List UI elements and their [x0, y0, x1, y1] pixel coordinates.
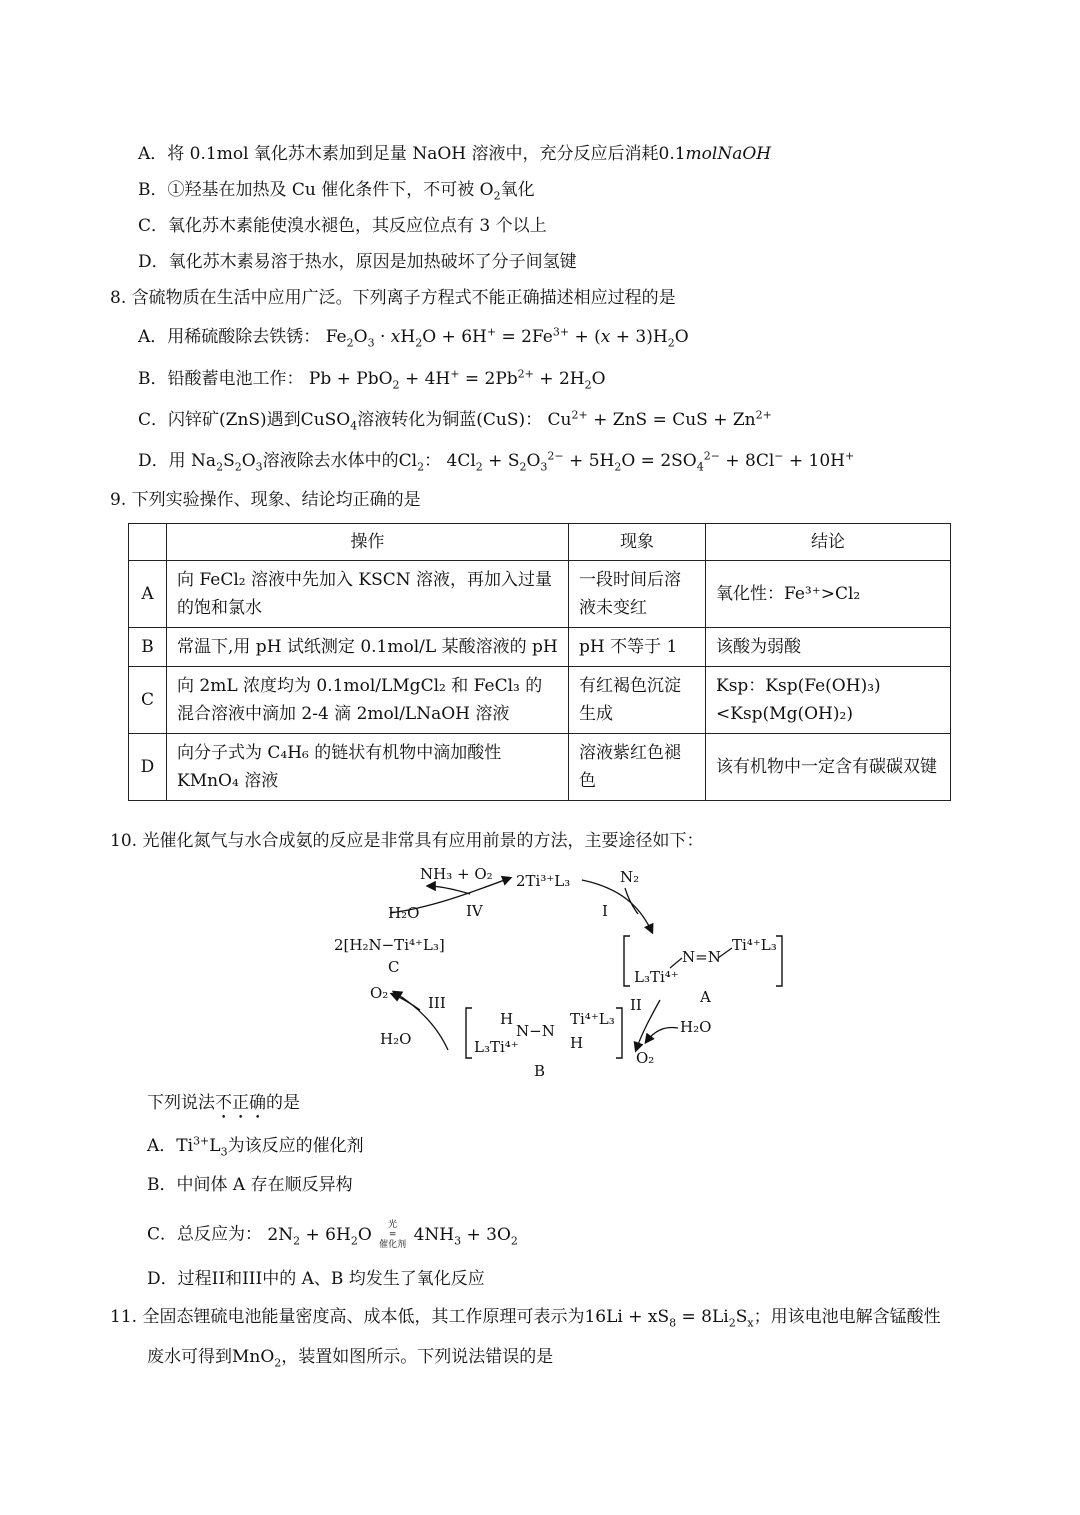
q8-c-equation: $Cu^{2+}$ + ZnS = CuS + $Zn^{2+}$ [547, 408, 772, 430]
label-h2o-iv: H₂O [388, 904, 420, 922]
species-b-h2: H [570, 1034, 584, 1052]
label-catalyst-top: 2Ti³⁺L₃ [516, 872, 571, 890]
q10-stem: 10. 光催化氮气与水合成氨的反应是非常具有应用前景的方法，主要途径如下： [110, 831, 704, 851]
q11-stem-line2: 废水可得到MnO$_2$，装置如图所示。下列说法错误的是 [147, 1347, 554, 1370]
q10-option-b: B．中间体 A 存在顺反异构 [147, 1175, 353, 1195]
q8-stem: 8. 含硫物质在生活中应用广泛。下列离子方程式不能正确描述相应过程的是 [110, 288, 676, 308]
q10-option-c: C．总反应为： $2N_2 + 6H_2O$ 光 = 催化剂 $4NH_3 + 3O_2$ [147, 1220, 518, 1250]
header-key [129, 524, 167, 561]
bond-a-1 [670, 958, 682, 968]
q11-equation: $16Li + xS_8 = 8Li_2S_x$ [584, 1307, 754, 1330]
bracket-a-left [624, 936, 630, 986]
table-row: A 向 FeCl₂ 溶液中先加入 KSCN 溶液，再加入过量的饱和氯水 一段时间后溶液未变红 氧化性：Fe³⁺>Cl₂ [129, 561, 951, 628]
header-conclusion: 结论 [706, 524, 951, 561]
q7-option-b: B．①羟基在加热及 Cu 催化条件下，不可被 $O_2$氧化 [138, 180, 535, 203]
q8-option-d: D．用 $Na_2S_2O_3$溶液除去水体中的$Cl_2$： $4Cl_2 + S_2O_3^{2-} + 5H_2O = 2SO_4^{2-} + 8Cl^- + 10H^+$ [138, 449, 855, 474]
bracket-a-right [776, 936, 782, 986]
label-step-i: I [602, 902, 608, 920]
q8-option-c: C．闪锌矿(ZnS)遇到CuSO$_4$溶液转化为铜蓝(CuS)： $Cu^{2+}$ + ZnS = CuS + $Zn^{2+}$ [138, 408, 772, 433]
label-b: B [534, 1062, 546, 1080]
species-b-ti: Ti⁴⁺L₃ [570, 1010, 615, 1028]
q7-option-c: C．氧化苏木素能使溴水褪色，其反应位点有 3 个以上 [138, 216, 547, 236]
q11-stem-line1: 11. 全固态锂硫电池能量密度高、成本低，其工作原理可表示为$16Li + xS_8 = 8Li_2S_x$；用该电池电解含锰酸性 [110, 1307, 941, 1330]
label-a: A [700, 988, 711, 1006]
arrow-step-i-n2 [625, 888, 638, 914]
label-c: C [388, 958, 400, 976]
header-phenomenon: 现象 [569, 524, 706, 561]
species-a-ti: Ti⁴⁺L₃ [732, 936, 777, 954]
q10-option-a: A．$Ti^{3+}L_3$为该反应的催化剂 [147, 1134, 364, 1159]
arrow-step-i [582, 880, 652, 932]
label-step-iii: III [428, 994, 446, 1012]
q8-option-a: A．用稀硫酸除去铁锈： $Fe_2O_3 \cdot xH_2O + 6H^+ = 2Fe^{3+} + (x + 3)H_2O$ [138, 325, 689, 350]
bracket-b-left [466, 1008, 472, 1058]
species-b-nn: N−N [516, 1022, 555, 1040]
experiment-table [128, 523, 951, 801]
table-row: D 向分子式为 C₄H₆ 的链状有机物中滴加酸性 KMnO₄ 溶液 溶液紫红色褪色 该有机物中一定含有碳碳双键 [129, 734, 951, 801]
species-a-l3ti: L₃Ti⁴⁺ [634, 968, 679, 986]
species-b-h1: H [500, 1010, 514, 1028]
q10-sub-stem: 下列说法不正确的是 [147, 1093, 300, 1113]
arrow-step-ii-h2o [646, 1028, 678, 1042]
bracket-b-right [616, 1008, 622, 1058]
q8-d-equation: $4Cl_2 + S_2O_3^{2-} + 5H_2O = 2SO_4^{2-} + 8Cl^- + 10H^+$ [446, 449, 855, 474]
q7-option-a: A．将 0.1mol 氧化苏木素加到足量 NaOH 溶液中，充分反应后消耗0.1molNaOH [138, 144, 772, 164]
label-n2: N₂ [620, 868, 640, 886]
reaction-condition: 光 = 催化剂 [379, 1220, 407, 1250]
q7-option-d: D．氧化苏木素易溶于热水，原因是加热破坏了分子间氢键 [138, 252, 577, 272]
label-h2o-ii: H₂O [680, 1018, 712, 1036]
species-b-l3ti: L₃Ti⁴⁺ [474, 1038, 519, 1056]
label-h2o-iii: H₂O [380, 1030, 412, 1048]
table-row: C 向 2mL 浓度均为 0.1mol/LMgCl₂ 和 FeCl₃ 的混合溶液中滴加 2-4 滴 2mol/LNaOH 溶液 有红褐色沉淀生成 Ksp：Ksp(Fe(OH)₃)<Ksp(Mg(OH)₂) [129, 667, 951, 734]
arrow-step-iv-product [428, 886, 470, 894]
table-header-row [129, 524, 951, 561]
label-o2-ii: O₂ [636, 1049, 655, 1067]
arrow-step-iii-o2 [392, 994, 420, 1010]
header-operation: 操作 [167, 524, 569, 561]
q10-c-equation: $2N_2 + 6H_2O$ 光 = 催化剂 $4NH_3 + 3O_2$ [267, 1220, 518, 1250]
table-row: B 常温下,用 pH 试纸测定 0.1mol/L 某酸溶液的 pH pH 不等于 1 该酸为弱酸 [129, 628, 951, 667]
label-step-iv: IV [466, 902, 483, 920]
species-c: 2[H₂N−Ti⁴⁺L₃] [334, 936, 445, 954]
label-step-ii: II [630, 996, 642, 1014]
label-o2-iii: O₂ [370, 984, 389, 1002]
q10-option-d: D．过程II和III中的 A、B 均发生了氧化反应 [147, 1269, 485, 1289]
q8-a-equation: $Fe_2O_3 \cdot xH_2O + 6H^+ = 2Fe^{3+} + (x + 3)H_2O$ [325, 325, 689, 350]
species-a-nn: N=N [682, 948, 721, 966]
catalytic-cycle-diagram [320, 858, 800, 1080]
q10-a-formula: $Ti^{3+}L_3$ [176, 1134, 228, 1159]
q9-stem: 9. 下列实验操作、现象、结论均正确的是 [110, 490, 421, 510]
label-nh3-o2: NH₃ + O₂ [420, 865, 493, 883]
q8-option-b: B．铅酸蓄电池工作： $Pb + PbO_2 + 4H^+ = 2Pb^{2+} + 2H_2O$ [138, 367, 606, 392]
q8-b-equation: $Pb + PbO_2 + 4H^+ = 2Pb^{2+} + 2H_2O$ [308, 367, 606, 392]
